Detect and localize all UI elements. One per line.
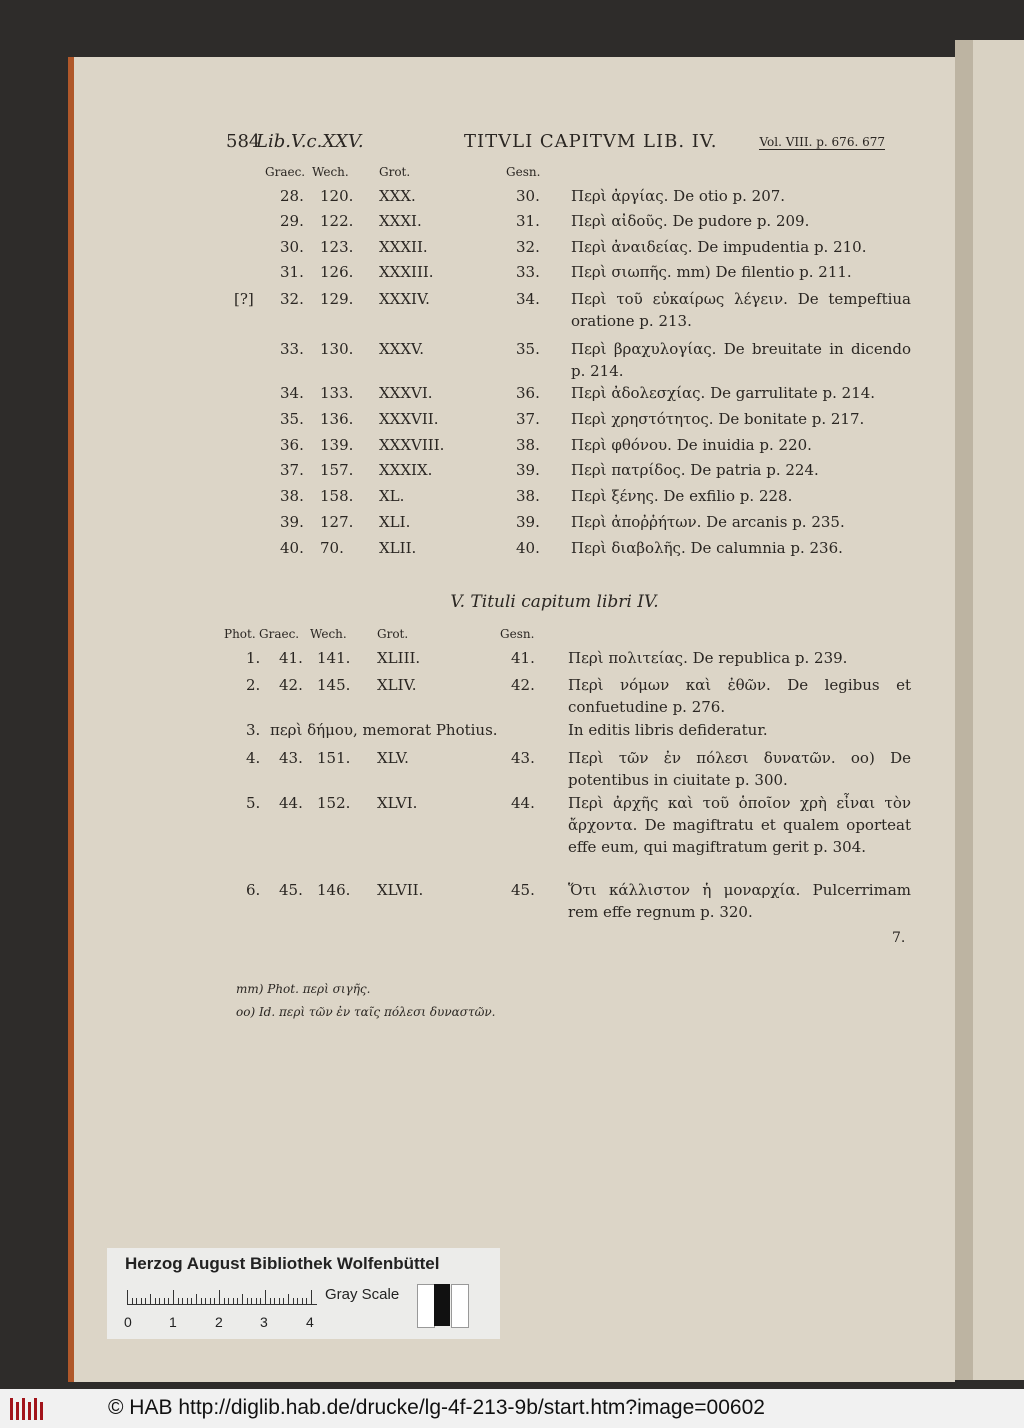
book-page [68, 57, 955, 1382]
ruler-tick [247, 1298, 248, 1304]
chapter-title: Περὶ ἀρχῆς καὶ τοῦ ὁποῖον χρὴ εἶναι τὸν ἄρχοντα. De magiftratu et qualem oporteat effe eum, qui magiftratum gerit p. 304. [568, 794, 911, 856]
phot-number: 1. [246, 649, 261, 667]
catchword: 7. [892, 930, 906, 946]
wech-number: 70. [320, 539, 344, 557]
ruler-tick [150, 1294, 151, 1304]
gesn-number: 45. [511, 881, 535, 899]
table-row [74, 879, 955, 925]
ruler-tick [191, 1298, 192, 1304]
wech-number: 145. [317, 676, 351, 694]
graec-number: 35. [280, 410, 304, 428]
ruler-tick [145, 1298, 146, 1304]
column-header: Graec. [265, 165, 306, 179]
grot-number: XXXVI. [379, 384, 433, 402]
ruler-tick [237, 1298, 238, 1304]
gesn-number: 44. [511, 794, 535, 812]
wech-number: 136. [320, 410, 354, 428]
chapter-title: Περὶ πατρίδος. De patria p. 224. [571, 461, 819, 479]
ruler-number: 2 [215, 1314, 223, 1330]
gesn-number: 36. [516, 384, 540, 402]
black-swatch [434, 1284, 450, 1326]
gesn-number: 31. [516, 212, 540, 230]
ruler-number: 3 [260, 1314, 268, 1330]
grot-number: XLV. [377, 749, 409, 767]
lib-reference: Lib.V.c.XXV. [256, 131, 364, 152]
column-header: Grot. [377, 627, 409, 641]
grot-number: XXXVII. [379, 410, 439, 428]
grot-number: XXXIX. [379, 461, 433, 479]
scale-ruler [127, 1290, 317, 1305]
page-fold [955, 40, 973, 1380]
ruler-tick [136, 1298, 137, 1304]
column-header: Phot. [224, 627, 256, 641]
wech-number: 123. [320, 238, 354, 256]
phot-number: 3. [246, 721, 261, 739]
grot-number: XXX. [379, 187, 416, 205]
ruler-tick [214, 1298, 215, 1304]
chapter-title: Περὶ πολιτείας. De republica p. 239. [568, 649, 848, 667]
graec-number: 28. [280, 187, 304, 205]
table-row [74, 288, 955, 334]
chapter-title: Περὶ διαβολῆς. De calumnia p. 236. [571, 539, 843, 557]
footnote: oo) Id. περὶ τῶν ἐν ταῖς πόλεσι δυναστῶν. [236, 1005, 496, 1019]
chapter-title: Περὶ νόμων καὶ ἐθῶν. De legibus et confuetudine p. 276. [568, 676, 911, 716]
wech-number: 126. [320, 263, 354, 281]
ruler-tick [242, 1294, 243, 1304]
wech-number: 127. [320, 513, 354, 531]
graec-number: 39. [280, 513, 304, 531]
chapter-title: Περὶ ἀποῤῥήτων. De arcanis p. 235. [571, 513, 845, 531]
page-title: TITVLI CAPITVM LIB. IV. [464, 131, 718, 152]
adjacent-page-edge [955, 40, 1024, 1380]
ruler-tick [288, 1294, 289, 1304]
grot-number: XXXVIII. [379, 436, 445, 454]
wech-number: 133. [320, 384, 354, 402]
grot-number: XLIV. [377, 676, 417, 694]
chapter-title: Περὶ βραχυλογίας. De breuitate in dicendo p. 214. [571, 340, 911, 380]
graec-number: 32. [280, 290, 304, 308]
chapter-title: In editis libris defideratur. [568, 721, 768, 739]
gesn-number: 37. [516, 410, 540, 428]
phot-number: 4. [246, 749, 261, 767]
gesn-number: 34. [516, 290, 540, 308]
gesn-number: 35. [516, 340, 540, 358]
graec-number: 34. [280, 384, 304, 402]
ruler-tick [182, 1298, 183, 1304]
wech-number: 120. [320, 187, 354, 205]
chapter-title: Ὅτι κάλλιστον ἡ μοναρχία. Pulcerrimam rem effe regnum p. 320. [568, 881, 911, 921]
ruler-tick [274, 1298, 275, 1304]
table-row [74, 792, 955, 856]
gesn-number: 38. [516, 436, 540, 454]
ruler-tick [196, 1294, 197, 1304]
phot-number: 2. [246, 676, 261, 694]
white-swatch [451, 1284, 469, 1328]
chapter-title: Περὶ τῶν ἐν πόλεσι δυνατῶν. oo) De potentibus in ciuitate p. 300. [568, 749, 911, 789]
ruler-tick [283, 1298, 284, 1304]
chapter-title: Περὶ ἀναιδείας. De impudentia p. 210. [571, 238, 867, 256]
grot-number: XLI. [379, 513, 411, 531]
source-url[interactable]: © HAB http://diglib.hab.de/drucke/lg-4f-213-9b/start.htm?image=00602 [108, 1396, 765, 1419]
library-label [107, 1248, 500, 1339]
graec-number: 29. [280, 212, 304, 230]
grot-number: XXXIII. [379, 263, 434, 281]
graec-number: 37. [280, 461, 304, 479]
ruler-tick [256, 1298, 257, 1304]
ruler-tick [265, 1290, 266, 1304]
footnote: mm) Phot. περὶ σιγῆς. [236, 982, 371, 996]
ruler-tick [311, 1290, 312, 1304]
phot-number: 6. [246, 881, 261, 899]
graec-number: 44. [279, 794, 303, 812]
column-header: Graec. [259, 627, 300, 641]
column-header: Wech. [312, 165, 349, 179]
photius-note: περὶ δήμου, memorat Photius. [270, 721, 498, 739]
graec-number: 38. [280, 487, 304, 505]
column-header: Gesn. [506, 165, 541, 179]
grot-number: XXXI. [379, 212, 422, 230]
grot-number: XXXV. [379, 340, 425, 358]
gesn-number: 43. [511, 749, 535, 767]
wech-number: 146. [317, 881, 351, 899]
ruler-tick [155, 1298, 156, 1304]
wech-number: 151. [317, 749, 351, 767]
ruler-tick [293, 1298, 294, 1304]
gray-scale-label: Gray Scale [325, 1286, 400, 1303]
volume-reference: Vol. VIII. p. 676. 677 [759, 135, 885, 149]
ruler-tick [168, 1298, 169, 1304]
ruler-tick [219, 1290, 220, 1304]
ruler-tick [224, 1298, 225, 1304]
footer-bar [0, 1389, 1024, 1428]
table-row [74, 338, 955, 384]
table-row [74, 747, 955, 793]
grot-number: XL. [379, 487, 405, 505]
chapter-title: Περὶ φθόνου. De inuidia p. 220. [571, 436, 812, 454]
graec-number: 36. [280, 436, 304, 454]
wech-number: 129. [320, 290, 354, 308]
institution-name: Herzog August Bibliothek Wolfenbüttel [125, 1254, 440, 1273]
ruler-tick [251, 1298, 252, 1304]
ruler-number: 1 [169, 1314, 177, 1330]
graec-number: 31. [280, 263, 304, 281]
ruler-tick [233, 1298, 234, 1304]
table-row [74, 537, 955, 583]
graec-number: 42. [279, 676, 303, 694]
white-swatch [417, 1284, 435, 1328]
gesn-number: 40. [516, 539, 540, 557]
grot-number: XXXIV. [379, 290, 430, 308]
ruler-tick [132, 1298, 133, 1304]
running-header [226, 131, 885, 155]
chapter-title: Περὶ χρηστότητος. De bonitate p. 217. [571, 410, 865, 428]
ruler-tick [297, 1298, 298, 1304]
ruler-tick [306, 1298, 307, 1304]
ruler-tick [164, 1298, 165, 1304]
ruler-tick [228, 1298, 229, 1304]
grot-number: XLVI. [377, 794, 418, 812]
column-header: Grot. [379, 165, 411, 179]
hab-logo-icon [8, 1394, 46, 1422]
gesn-number: 42. [511, 676, 535, 694]
graec-number: 40. [280, 539, 304, 557]
wech-number: 139. [320, 436, 354, 454]
ruler-tick [141, 1298, 142, 1304]
grot-number: XLIII. [377, 649, 421, 667]
gesn-number: 41. [511, 649, 535, 667]
phot-number: 5. [246, 794, 261, 812]
graec-number: 45. [279, 881, 303, 899]
ruler-tick [173, 1290, 174, 1304]
ruler-tick [279, 1298, 280, 1304]
graec-number: 33. [280, 340, 304, 358]
gesn-number: 39. [516, 461, 540, 479]
ruler-tick [270, 1298, 271, 1304]
ruler-number: 4 [306, 1314, 314, 1330]
grot-number: XXXII. [379, 238, 428, 256]
row-marker: [?] [234, 290, 254, 308]
wech-number: 158. [320, 487, 354, 505]
ruler-number: 0 [124, 1314, 132, 1330]
gesn-number: 32. [516, 238, 540, 256]
grot-number: XLVII. [377, 881, 424, 899]
gesn-number: 39. [516, 513, 540, 531]
chapter-title: Περὶ ἀργίας. De otio p. 207. [571, 187, 786, 205]
ruler-tick [178, 1298, 179, 1304]
column-header: Gesn. [500, 627, 535, 641]
ruler-tick [187, 1298, 188, 1304]
section-heading: V. Tituli capitum libri IV. [450, 592, 659, 612]
column-header: Wech. [310, 627, 347, 641]
ruler-tick [210, 1298, 211, 1304]
wech-number: 141. [317, 649, 351, 667]
grot-number: XLII. [379, 539, 417, 557]
wech-number: 152. [317, 794, 351, 812]
chapter-title: Περὶ σιωπῆς. mm) De filentio p. 211. [571, 263, 852, 281]
ruler-tick [260, 1298, 261, 1304]
ruler-tick [127, 1290, 128, 1304]
graec-number: 43. [279, 749, 303, 767]
ruler-tick [205, 1298, 206, 1304]
gesn-number: 33. [516, 263, 540, 281]
wech-number: 130. [320, 340, 354, 358]
ruler-tick [201, 1298, 202, 1304]
chapter-title: Περὶ ἀδολεσχίας. De garrulitate p. 214. [571, 384, 876, 402]
chapter-title: Περὶ αἰδοῦς. De pudore p. 209. [571, 212, 810, 230]
gesn-number: 30. [516, 187, 540, 205]
wech-number: 122. [320, 212, 354, 230]
ruler-tick [159, 1298, 160, 1304]
page-number: 584 [226, 131, 261, 152]
graec-number: 41. [279, 649, 303, 667]
table-row [74, 674, 955, 720]
gesn-number: 38. [516, 487, 540, 505]
ruler-tick [302, 1298, 303, 1304]
graec-number: 30. [280, 238, 304, 256]
chapter-title: Περὶ τοῦ εὐκαίρως λέγειν. De tempeftiua oratione p. 213. [571, 290, 911, 330]
wech-number: 157. [320, 461, 354, 479]
chapter-title: Περὶ ξένης. De exfilio p. 228. [571, 487, 793, 505]
